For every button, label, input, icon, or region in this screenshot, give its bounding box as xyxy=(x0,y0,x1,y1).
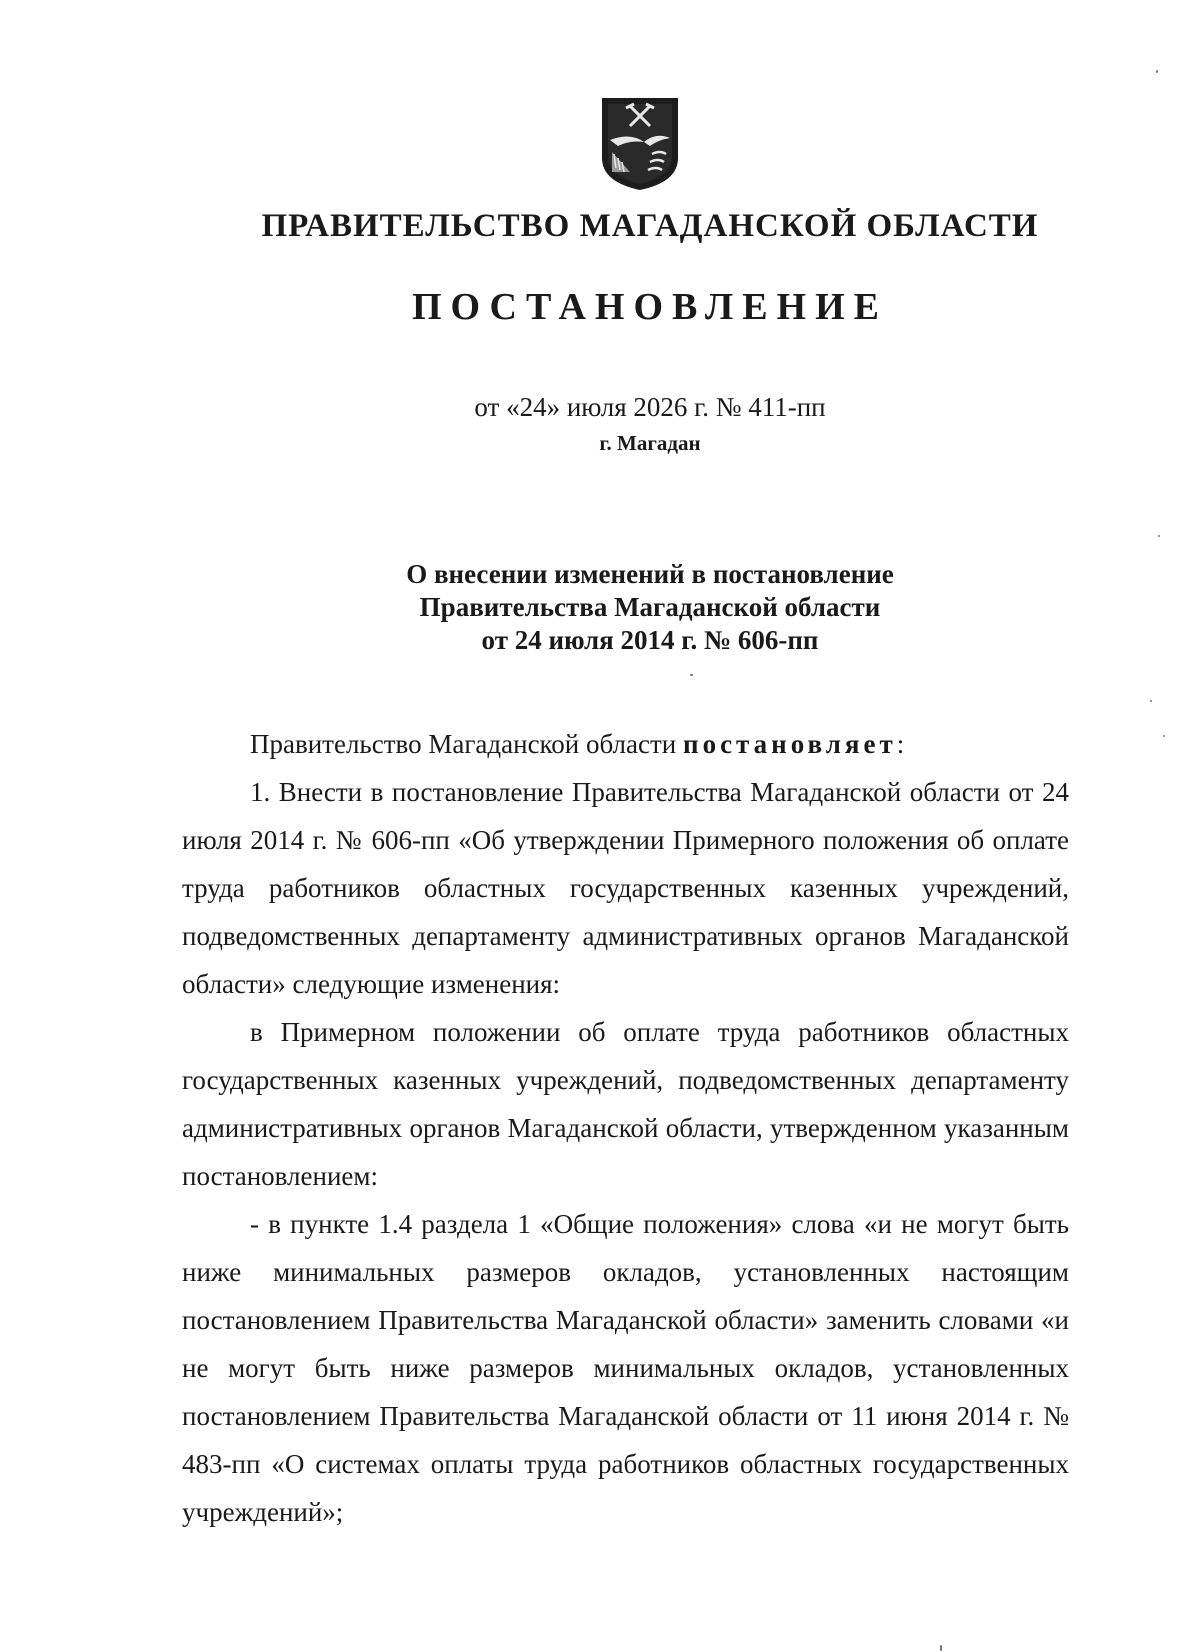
document-type-title: ПОСТАНОВЛЕНИЕ xyxy=(411,286,889,328)
subject-line: от 24 июля 2014 г. № 606-пп xyxy=(481,625,819,655)
document-city: г. Магадан xyxy=(599,431,701,455)
scan-speck xyxy=(1156,70,1158,73)
coat-of-arms-emblem xyxy=(600,96,680,192)
body-paragraph: в Примерном положении об оплате труда работников областных государственных казенных учреждений, подведомственных департаменту административных органов Магаданской области, утвержденном указанным постановлением: xyxy=(182,1017,1069,1191)
preamble-verb: постановляет xyxy=(683,729,897,759)
scan-speck xyxy=(1150,700,1152,702)
scan-speck xyxy=(940,1645,942,1651)
document-date-number: от «24» июля 2026 г. № 411-пп xyxy=(474,392,826,422)
preamble-text: Правительство Магаданской области xyxy=(250,729,684,759)
organization-title: ПРАВИТЕЛЬСТВО МАГАДАНСКОЙ ОБЛАСТИ xyxy=(261,208,1039,244)
preamble-colon: : xyxy=(896,729,905,759)
document-subject xyxy=(0,558,1200,657)
scan-speck xyxy=(1158,535,1160,537)
body-paragraph: 1. Внести в постановление Правительства Магаданской области от 24 июля 2014 г. № 606-пп «Об утверждении Примерного положения об оплате труда работников областных государственных казенных учреждений, подведомственных департаменту административных органов Магаданской области» следующие изменения: xyxy=(182,777,1069,999)
document-body xyxy=(182,720,1069,1536)
scan-speck xyxy=(1163,735,1165,737)
subject-line: Правительства Магаданской области xyxy=(419,592,881,622)
scan-speck xyxy=(690,674,693,676)
body-paragraph: - в пункте 1.4 раздела 1 «Общие положения» слова «и не могут быть ниже минимальных размеров окладов, установленных настоящим постановлением Правительства Магаданской области» заменить словами «и не могут быть ниже размеров минимальных окладов, установленных постановлением Правительства Магаданской области от 11 июня 2014 г. № 483-пп «О системах оплаты труда работников областных государственных учреждений»; xyxy=(182,1209,1069,1527)
subject-line: О внесении изменений в постановление xyxy=(406,559,894,589)
preamble-paragraph xyxy=(182,720,1069,768)
